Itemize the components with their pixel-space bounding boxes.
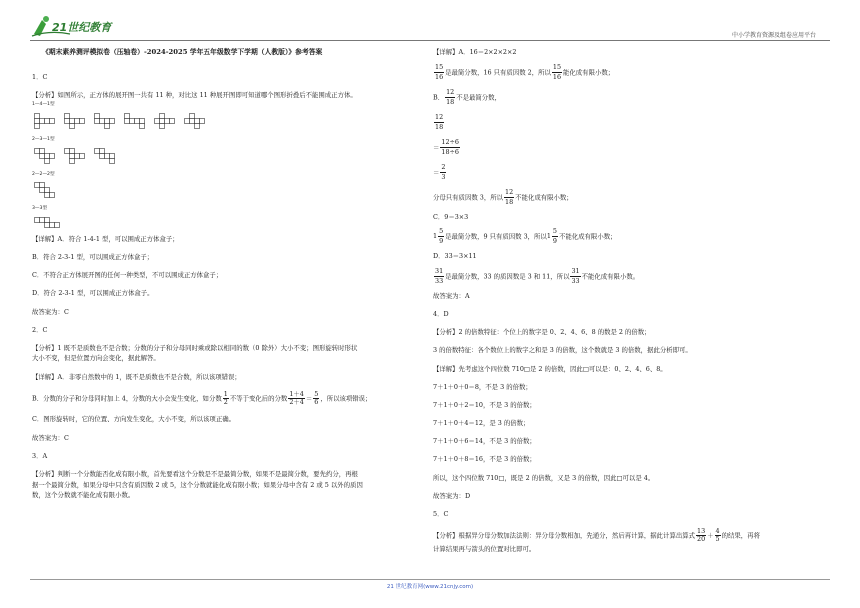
q5-analysis-text2: 的结果，再将 [721, 531, 760, 540]
cube-net-icon [34, 148, 56, 165]
mixed-number-1-5-9: 1 $\frac{5}{9}$ [546, 227, 557, 246]
q5-number: 5．C [433, 510, 449, 519]
platform-name: 中小学教育资源及组卷应用平台 [731, 32, 816, 39]
option-b-label: B． [433, 93, 445, 102]
q3-detail-b-conclusion [433, 188, 828, 207]
mixed-number-1-5-9: 1 $\frac{5}{9}$ [433, 227, 444, 246]
q3-detail-b-text2: 分母只有质因数 3，所以 [433, 193, 504, 202]
cube-net-icon [94, 148, 116, 165]
q2-detail-a: 【详解】A．非零自然数中的 1，既不是质数也不是合数，所以该项错误； [32, 372, 241, 381]
cube-net-icon [64, 113, 86, 130]
logo-text: 21世纪教育 [52, 21, 112, 34]
equals-sign: ＝ [305, 394, 313, 403]
q3-detail-a-text1: 是最简分数，16 只有质因数 2，所以 [445, 68, 551, 77]
q1-detail-c: C．不符合正方体展开图的任何一种类型，不可以围成正方体盒子； [32, 271, 223, 280]
q3-detail-d-line [433, 267, 828, 286]
fig-label-222: 2—2—2型 [32, 171, 55, 177]
calc-step-3 [433, 163, 828, 182]
q1-detail-d: D．符合 2-3-1 型，可以围成正方体盒子。 [32, 289, 154, 298]
q2-analysis-line1: 【分析】1 既不是质数也不是合数；分数的分子和分母同时乘或除以相同的数（0 除外）大小不变；图形旋转时形状 [32, 343, 358, 352]
q1-number: 1．C [32, 72, 48, 81]
q2-answer: 故答案为：C [32, 433, 69, 442]
q3-detail-d-text2: 不能化成有限小数。 [581, 272, 640, 281]
q4-analysis-line2: 3 的倍数特征：各个数位上的数字之和是 3 的倍数，这个数就是 3 的倍数，据此分析即可。 [433, 346, 692, 355]
q4-step-5: 7＋1＋0＋8＝16，不是 3 的倍数； [433, 455, 536, 464]
q3-analysis-line2: 据一个最简分数，如果分母中只含有质因数 2 或 5，这个分数就能化成有限小数；如果分母中含有 2 或 5 以外的质因 [32, 480, 363, 489]
fraction-15-16: $\frac{15}{16}$ [435, 62, 444, 81]
q5-analysis-line1 [433, 528, 828, 543]
q3-detail-a-text2: 能化成有限小数； [563, 68, 615, 77]
calc-step-1 [433, 113, 828, 132]
cube-net-icon [34, 217, 66, 229]
cube-net-icon [124, 113, 146, 130]
fraction-one-half: $\frac{1}{2}$ [223, 389, 228, 406]
q1-detail-b: B．符合 2-3-1 型，可以围成正方体盒子； [32, 252, 154, 261]
nets-33-row [34, 217, 424, 229]
q3-detail-a: 【详解】A．16＝2×2×2×2 [433, 48, 517, 56]
q2-detail-b-text1: B．分数的分子和分母同时加上 4，分数的大小会发生变化，如分数 [32, 394, 222, 403]
cube-net-icon [154, 113, 176, 130]
q4-number: 4．D [433, 309, 449, 318]
q3-detail-d: D．33＝3×11 [433, 252, 477, 261]
right-column [433, 48, 828, 563]
nets-231-row [34, 148, 424, 165]
page-title: 《期末素养测评模拟卷（压轴卷）-2024-2025 学年五年级数学下学期（人教版）》参考答案 [42, 48, 323, 56]
q4-answer: 故答案为：D [433, 491, 471, 500]
header-rule [30, 40, 830, 41]
fig-label-231: 2—3—1型 [32, 136, 55, 142]
fraction-12-18: $\frac{12}{18}$ [505, 187, 514, 206]
q3-detail-b-text: 不是最简分数， [456, 93, 501, 102]
fraction-15-16: $\frac{15}{16}$ [552, 62, 562, 81]
footer-rule [30, 579, 830, 580]
q3-number: 3．A [32, 451, 48, 460]
plus-sign: ＋ [707, 531, 714, 540]
q3-detail-a-line [433, 63, 828, 82]
q4-step-4: 7＋1＋0＋6＝14，不是 3 的倍数； [433, 437, 536, 446]
q3-detail-d-text1: 是最简分数，33 的质因数是 3 和 11，所以 [445, 272, 570, 281]
q3-detail-c-text1: 是最简分数，9 只有质因数 3，所以 [445, 232, 547, 241]
q3-detail-c-line [433, 227, 828, 246]
site-logo [30, 14, 160, 40]
fig-label-141: 1—4—1型 [32, 102, 55, 108]
fraction-2-3: $\frac{2}{3}$ [441, 162, 446, 181]
fraction-31-33: $\frac{31}{33}$ [435, 266, 444, 285]
nets-141-row-a [34, 113, 424, 130]
q5-analysis-text1: 【分析】根据异分母分数加法法则：异分母分数相加，先通分，然后再计算，据此计算出算式 [433, 531, 696, 540]
q3-detail-c: C．9＝3×3 [433, 212, 469, 221]
q3-detail-b-text3: 不能化成有限小数； [515, 193, 573, 202]
q1-detail-a: 【详解】A．符合 1-4-1 型，可以围成正方体盒子； [32, 234, 179, 243]
q2-detail-b-text2: 不等于变化后的分数 [229, 394, 288, 403]
cube-net-icon [34, 182, 56, 199]
fraction-12-18: $\frac{12}{18}$ [435, 112, 444, 131]
q4-detail: 【详解】先考虑这个四位数 710□是 2 的倍数，因此□可以是：0、2、4、6、8。 [433, 364, 667, 373]
calc-step-2 [433, 138, 828, 157]
equals-sign: ＝ [433, 168, 440, 177]
q3-analysis-line1: 【分析】判断一个分数能否化成有限小数，首先要看这个分数是不是最简分数，如果不是最简分数，要先约分，再根 [32, 470, 358, 478]
fraction-divided: $\frac{12\div 6}{18\div 6}$ [441, 137, 459, 156]
fraction-31-33: $\frac{31}{33}$ [571, 266, 580, 285]
q2-analysis-line2: 大小不变，但是位置方向会变化，据此解答。 [32, 354, 160, 363]
left-column [32, 48, 424, 509]
q2-detail-c: C．图形旋转时，它的位置、方向发生变化，大小不变，所以该项正确。 [32, 415, 235, 424]
cube-net-icon [94, 113, 116, 130]
cube-nets-figure [32, 101, 424, 228]
footer-link[interactable]: 21 世纪教育网(www.21cnjy.com) [386, 584, 474, 590]
cube-net-icon [64, 148, 86, 165]
q4-step-2: 7＋1＋0＋2＝10，不是 3 的倍数； [433, 400, 536, 409]
q3-analysis-line3: 数，这个分数就不能化成有限小数。 [32, 491, 135, 500]
q4-step-3: 7＋1＋0＋4＝12，是 3 的倍数； [433, 419, 530, 428]
fraction-4-5: $\frac{4}{5}$ [715, 527, 720, 544]
q3-answer: 故答案为：A [433, 291, 470, 300]
q4-conclusion: 所以，这个四位数 710□，既是 2 的倍数，又是 3 的倍数，因此□可以是 4。 [433, 473, 655, 482]
equals-sign: ＝ [433, 143, 440, 152]
cube-net-icon [34, 113, 56, 130]
nets-222-row [34, 182, 424, 199]
fraction-five-sixths: $\frac{5}{6}$ [314, 389, 319, 406]
q2-detail-b [32, 391, 424, 406]
q5-analysis-line2: 计算结果再与箭头的位置对比即可。 [433, 545, 536, 554]
fraction-12-18: $\frac{12}{18}$ [446, 87, 455, 106]
fraction-sum: $\frac{1+4}{2+4}$ [289, 389, 304, 406]
fig-label-33: 3—3型 [32, 206, 48, 212]
q2-detail-b-text3: ，所以该项错误； [320, 394, 372, 403]
q1-answer: 故答案为：C [32, 307, 69, 316]
q3-detail-c-text2: 不能化成有限小数； [558, 232, 617, 241]
q1-analysis: 【分析】如图所示，正方体的展开图一共有 11 种，对比这 11 种展开图即可知道哪个图形折叠后不能围成正方体。 [32, 90, 357, 99]
cube-net-icon [184, 113, 206, 130]
q3-detail-b-line [433, 88, 828, 107]
fraction-13-20: $\frac{13}{20}$ [697, 527, 706, 544]
q2-number: 2．C [32, 325, 48, 334]
q4-analysis-line1: 【分析】2 的倍数特征：个位上的数字是 0、2、4、6、8 的数是 2 的倍数； [433, 328, 651, 337]
q4-step-1: 7＋1＋0＋0＝8，不是 3 的倍数； [433, 382, 532, 391]
